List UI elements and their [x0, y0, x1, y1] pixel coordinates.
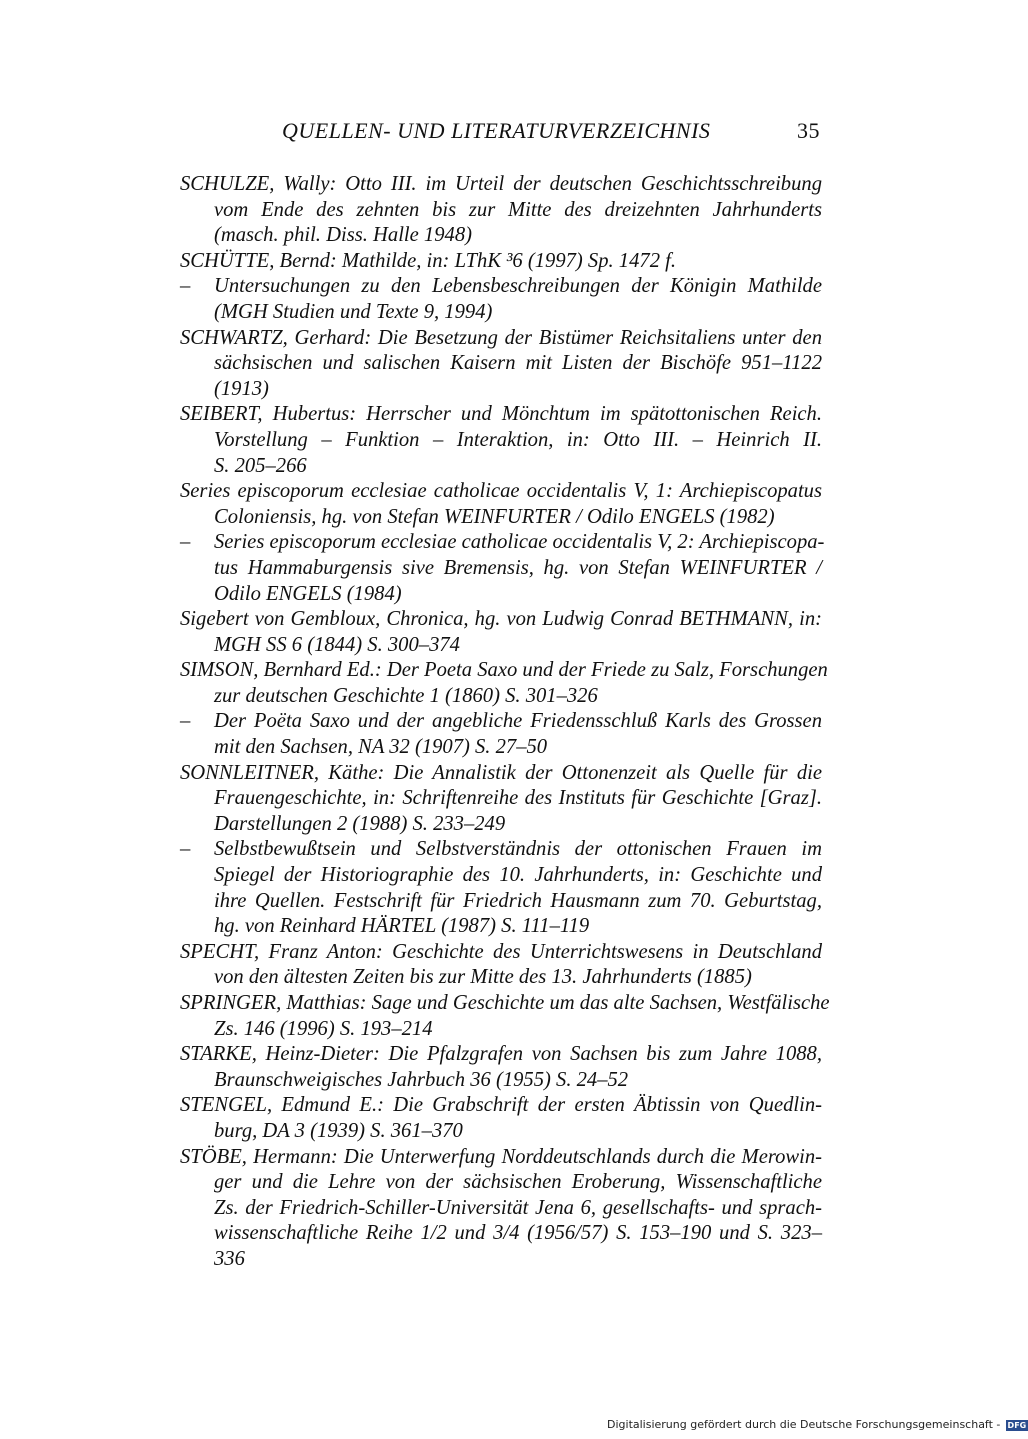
- entry-line: von den ältesten Zeiten bis zur Mitte des 13. Jahrhunderts (1885): [214, 966, 752, 989]
- entry-line: Zs. der Friedrich-Schiller-Universität Jena 6, gesellschafts- und sprach-: [214, 1196, 822, 1219]
- bibliography-subentry: [180, 274, 822, 325]
- entry-line: tus Hammaburgensis sive Bremensis, hg. von Stefan WEINFURTER /: [214, 556, 822, 579]
- entry-line: Spiegel der Historiographie des 10. Jahrhunderts, in: Geschichte und: [214, 864, 822, 887]
- bibliography-entry: [180, 991, 830, 1042]
- bibliography-list: [180, 172, 830, 1273]
- entry-line: Vorstellung – Funktion – Interaktion, in: Otto III. – Heinrich II.: [214, 428, 822, 451]
- entry-line: Coloniensis, hg. von Stefan WEINFURTER / Odilo ENGELS (1982): [214, 505, 775, 528]
- bibliography-subentry: [180, 837, 822, 939]
- entry-line: burg, DA 3 (1939) S. 361–370: [214, 1119, 463, 1142]
- dfg-logo: DFG: [1007, 1420, 1027, 1430]
- entry-line: SPECHT, Franz Anton: Geschichte des Unterrichtswesens in Deutschland: [180, 940, 822, 963]
- footer-text: Digitalisierung gefördert durch die Deutsche Forschungsgemeinschaft -: [607, 1418, 1001, 1431]
- entry-line: Sigebert von Gembloux, Chronica, hg. von Ludwig Conrad BETHMANN, in:: [180, 608, 822, 631]
- entry-line: ihre Quellen. Festschrift für Friedrich Hausmann zum 70. Geburtstag,: [214, 889, 822, 912]
- entry-line: hg. von Reinhard HÄRTEL (1987) S. 111–119: [214, 915, 590, 938]
- bibliography-entry: [180, 1042, 822, 1093]
- bibliography-entry: [180, 249, 822, 275]
- entry-line: Der Poëta Saxo und der angebliche Friedensschluß Karls des Grossen: [214, 710, 822, 733]
- entry-line: SONNLEITNER, Käthe: Die Annalistik der Ottonenzeit als Quelle für die: [180, 761, 822, 784]
- entry-line: Selbstbewußtsein und Selbstverständnis der ottonischen Frauen im: [214, 838, 822, 861]
- subentry-dash: –: [180, 275, 191, 298]
- entry-line: Series episcoporum ecclesiae catholicae occidentalis V, 2: Archiepiscopa-: [214, 531, 825, 554]
- entry-line: Series episcoporum ecclesiae catholicae occidentalis V, 1: Archiepiscopatus: [180, 480, 822, 503]
- bibliography-entry: [180, 402, 822, 479]
- entry-line: Braunschweigisches Jahrbuch 36 (1955) S. 24–52: [214, 1068, 629, 1091]
- entry-line: vom Ende des zehnten bis zur Mitte des dreizehnten Jahrhunderts: [214, 198, 822, 221]
- entry-line: SCHÜTTE, Bernd: Mathilde, in: LThK ³6 (1997) Sp. 1472 f.: [180, 249, 677, 272]
- digitization-footer: [607, 1418, 1027, 1432]
- bibliography-entry: [180, 940, 822, 991]
- bibliography-entry: [180, 1093, 822, 1144]
- entry-line: STARKE, Heinz-Dieter: Die Pfalzgrafen von Sachsen bis zum Jahre 1088,: [180, 1043, 822, 1066]
- bibliography-subentry: [180, 530, 825, 607]
- entry-line: ger und die Lehre von der sächsischen Eroberung, Wissenschaftliche: [214, 1171, 822, 1194]
- entry-line: SCHULZE, Wally: Otto III. im Urteil der deutschen Geschichtsschreibung: [180, 173, 822, 195]
- bibliography-entry: [180, 479, 822, 530]
- page-number: 35: [797, 118, 820, 143]
- subentry-dash: –: [180, 838, 191, 861]
- entry-line: wissenschaftliche Reihe 1/2 und 3/4 (1956/57) S. 153–190 und S. 323–: [214, 1222, 822, 1245]
- bibliography-entry: [180, 172, 822, 249]
- bibliography-entry: [180, 1145, 822, 1273]
- entry-line: S. 205–266: [214, 454, 307, 477]
- entry-line: Frauengeschichte, in: Schriftenreihe des Instituts für Geschichte [Graz].: [214, 787, 822, 810]
- entry-line: STENGEL, Edmund E.: Die Grabschrift der ersten Äbtissin von Quedlin-: [180, 1094, 822, 1117]
- bibliography-entry: [180, 607, 822, 658]
- entry-line: Darstellungen 2 (1988) S. 233–249: [214, 812, 506, 835]
- entry-line: Zs. 146 (1996) S. 193–214: [214, 1017, 433, 1040]
- entry-line: SEIBERT, Hubertus: Herrscher und Mönchtum im spätottonischen Reich.: [180, 403, 822, 426]
- subentry-dash: –: [180, 531, 191, 554]
- entry-line: SIMSON, Bernhard Ed.: Der Poeta Saxo und der Friede zu Salz, Forschungen: [180, 659, 828, 682]
- entry-line: SPRINGER, Matthias: Sage und Geschichte um das alte Sachsen, Westfälische: [180, 992, 830, 1014]
- bibliography-entry: [180, 761, 822, 838]
- entry-line: (MGH Studien und Texte 9, 1994): [214, 300, 493, 323]
- bibliography-entry: [180, 658, 828, 709]
- entry-line: STÖBE, Hermann: Die Unterwerfung Norddeutschlands durch die Merowin-: [180, 1145, 822, 1168]
- entry-line: Untersuchungen zu den Lebensbeschreibungen der Königin Mathilde: [214, 275, 822, 298]
- bibliography-entry: [180, 326, 822, 403]
- bibliography-subentry: [180, 709, 822, 760]
- entry-line: SCHWARTZ, Gerhard: Die Besetzung der Bistümer Reichsitaliens unter den: [180, 326, 822, 349]
- entry-line: mit den Sachsen, NA 32 (1907) S. 27–50: [214, 736, 548, 759]
- entry-line: MGH SS 6 (1844) S. 300–374: [214, 633, 460, 656]
- entry-line: Odilo ENGELS (1984): [214, 582, 402, 605]
- entry-line: (1913): [214, 377, 269, 400]
- entry-line: (masch. phil. Diss. Halle 1948): [214, 224, 472, 247]
- entry-line: sächsischen und salischen Kaisern mit Listen der Bischöfe 951–1122: [214, 352, 822, 375]
- subentry-dash: –: [180, 710, 191, 733]
- header-title: QUELLEN- UND LITERATURVERZEICHNIS: [282, 118, 711, 143]
- entry-line: 336: [214, 1247, 245, 1270]
- running-header: [270, 114, 830, 150]
- entry-line: zur deutschen Geschichte 1 (1860) S. 301–326: [214, 684, 598, 707]
